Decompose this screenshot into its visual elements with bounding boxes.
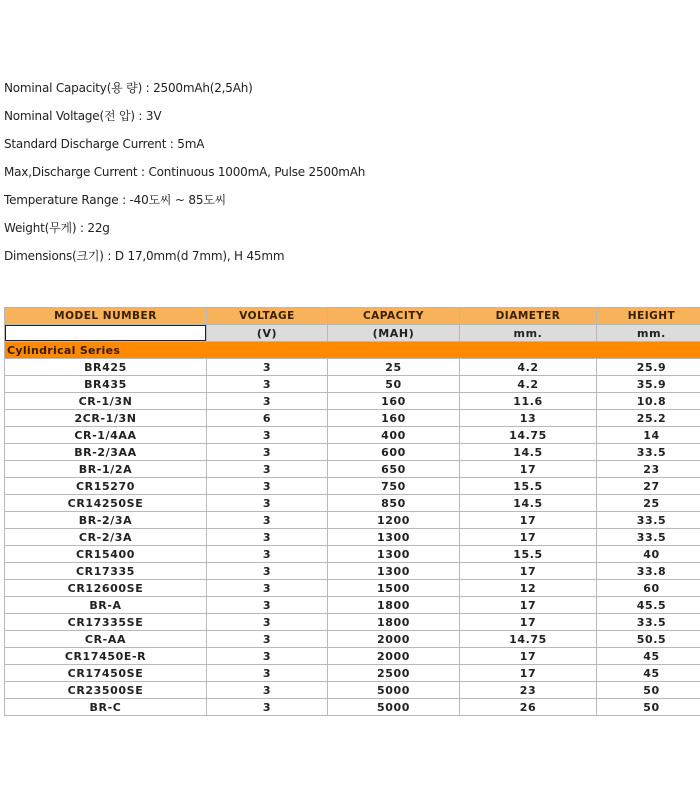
- header-diameter: DIAMETER: [460, 308, 596, 324]
- cell-voltage: 3: [207, 512, 327, 528]
- cell-diameter: 12: [460, 580, 596, 596]
- spec-nominal-capacity: Nominal Capacity(용 량) : 2500mAh(2,5Ah): [4, 81, 253, 95]
- cell-height: 50: [597, 699, 700, 715]
- table-row: [5, 563, 700, 579]
- cell-height: 45: [597, 648, 700, 664]
- cell-diameter: 17: [460, 648, 596, 664]
- battery-table-container: [4, 307, 700, 716]
- cell-voltage: 3: [207, 563, 327, 579]
- cell-height: 33.8: [597, 563, 700, 579]
- table-row: [5, 597, 700, 613]
- cell-capacity: 650: [328, 461, 459, 477]
- cell-diameter: 11.6: [460, 393, 596, 409]
- cell-diameter: 14.75: [460, 631, 596, 647]
- cell-diameter: 17: [460, 563, 596, 579]
- cell-capacity: 850: [328, 495, 459, 511]
- spec-dimensions: Dimensions(크기) : D 17,0mm(d 7mm), H 45mm: [4, 249, 285, 263]
- table-row: [5, 410, 700, 426]
- cell-model: CR15400: [5, 546, 206, 562]
- cell-model: CR-1/4AA: [5, 427, 206, 443]
- cell-diameter: 23: [460, 682, 596, 698]
- cell-height: 25.2: [597, 410, 700, 426]
- spec-weight: Weight(무게) : 22g: [4, 221, 110, 235]
- section-title: Cylindrical Series: [5, 342, 700, 358]
- cell-model: CR-AA: [5, 631, 206, 647]
- table-row: [5, 512, 700, 528]
- table-row: [5, 682, 700, 698]
- cell-model: BR425: [5, 359, 206, 375]
- cell-voltage: 3: [207, 614, 327, 630]
- units-row: [5, 325, 700, 341]
- cell-model: CR12600SE: [5, 580, 206, 596]
- cell-height: 50: [597, 682, 700, 698]
- cell-height: 14: [597, 427, 700, 443]
- cell-voltage: 3: [207, 359, 327, 375]
- cell-diameter: 14.5: [460, 495, 596, 511]
- table-row: [5, 427, 700, 443]
- cell-diameter: 13: [460, 410, 596, 426]
- cell-capacity: 1500: [328, 580, 459, 596]
- cell-model: BR435: [5, 376, 206, 392]
- cell-height: 50.5: [597, 631, 700, 647]
- cell-height: 35.9: [597, 376, 700, 392]
- cell-height: 33.5: [597, 529, 700, 545]
- cell-height: 23: [597, 461, 700, 477]
- cell-capacity: 1200: [328, 512, 459, 528]
- cell-voltage: 3: [207, 631, 327, 647]
- cell-height: 33.5: [597, 512, 700, 528]
- units-voltage: (V): [207, 325, 327, 341]
- cell-capacity: 2000: [328, 648, 459, 664]
- cell-capacity: 750: [328, 478, 459, 494]
- cell-diameter: 15.5: [460, 478, 596, 494]
- cell-voltage: 3: [207, 580, 327, 596]
- units-height: mm.: [597, 325, 700, 341]
- cell-voltage: 3: [207, 376, 327, 392]
- cell-voltage: 3: [207, 393, 327, 409]
- cell-voltage: 3: [207, 478, 327, 494]
- cell-capacity: 50: [328, 376, 459, 392]
- table-row: [5, 580, 700, 596]
- cell-capacity: 25: [328, 359, 459, 375]
- table-row: [5, 648, 700, 664]
- cell-voltage: 6: [207, 410, 327, 426]
- battery-table: [4, 307, 700, 716]
- cell-diameter: 14.5: [460, 444, 596, 460]
- cell-diameter: 26: [460, 699, 596, 715]
- section-row: [5, 342, 700, 358]
- cell-diameter: 17: [460, 614, 596, 630]
- table-row: [5, 444, 700, 460]
- table-row: [5, 631, 700, 647]
- cell-height: 45: [597, 665, 700, 681]
- cell-diameter: 15.5: [460, 546, 596, 562]
- header-voltage: VOLTAGE: [207, 308, 327, 324]
- cell-voltage: 3: [207, 529, 327, 545]
- cell-height: 27: [597, 478, 700, 494]
- cell-model: CR14250SE: [5, 495, 206, 511]
- spec-standard-discharge: Standard Discharge Current : 5mA: [4, 137, 205, 151]
- cell-diameter: 4.2: [460, 376, 596, 392]
- cell-capacity: 5000: [328, 682, 459, 698]
- units-capacity: (MAH): [328, 325, 459, 341]
- cell-voltage: 3: [207, 682, 327, 698]
- cell-model: CR17450E-R: [5, 648, 206, 664]
- table-row: [5, 359, 700, 375]
- cell-voltage: 3: [207, 648, 327, 664]
- cell-capacity: 400: [328, 427, 459, 443]
- table-row: [5, 376, 700, 392]
- cell-voltage: 3: [207, 444, 327, 460]
- header-model-number: MODEL NUMBER: [5, 308, 206, 324]
- cell-model: 2CR-1/3N: [5, 410, 206, 426]
- table-row: [5, 529, 700, 545]
- cell-height: 25.9: [597, 359, 700, 375]
- cell-diameter: 17: [460, 461, 596, 477]
- cell-voltage: 3: [207, 461, 327, 477]
- table-row: [5, 699, 700, 715]
- header-capacity: CAPACITY: [328, 308, 459, 324]
- header-row: [5, 308, 700, 324]
- cell-capacity: 1300: [328, 563, 459, 579]
- cell-capacity: 1800: [328, 614, 459, 630]
- cell-diameter: 4.2: [460, 359, 596, 375]
- cell-voltage: 3: [207, 546, 327, 562]
- cell-capacity: 5000: [328, 699, 459, 715]
- cell-capacity: 160: [328, 410, 459, 426]
- cell-capacity: 1300: [328, 546, 459, 562]
- cell-model: CR23500SE: [5, 682, 206, 698]
- cell-height: 33.5: [597, 444, 700, 460]
- header-height: HEIGHT: [597, 308, 700, 324]
- cell-model: BR-2/3A: [5, 512, 206, 528]
- cell-height: 33.5: [597, 614, 700, 630]
- cell-voltage: 3: [207, 427, 327, 443]
- table-row: [5, 546, 700, 562]
- table-row: [5, 461, 700, 477]
- cell-model: CR17335: [5, 563, 206, 579]
- cell-model: CR-1/3N: [5, 393, 206, 409]
- cell-height: 25: [597, 495, 700, 511]
- units-model-number: [5, 325, 206, 341]
- table-row: [5, 393, 700, 409]
- spec-list: [4, 80, 365, 276]
- cell-voltage: 3: [207, 665, 327, 681]
- cell-model: BR-A: [5, 597, 206, 613]
- spec-temperature-range: Temperature Range : -40도씨 ~ 85도씨: [4, 193, 227, 207]
- cell-voltage: 3: [207, 597, 327, 613]
- cell-diameter: 17: [460, 665, 596, 681]
- cell-voltage: 3: [207, 699, 327, 715]
- table-row: [5, 478, 700, 494]
- cell-height: 45.5: [597, 597, 700, 613]
- cell-model: CR15270: [5, 478, 206, 494]
- cell-voltage: 3: [207, 495, 327, 511]
- spec-max-discharge: Max,Discharge Current : Continuous 1000mA, Pulse 2500mAh: [4, 165, 366, 179]
- cell-model: CR17335SE: [5, 614, 206, 630]
- cell-diameter: 17: [460, 512, 596, 528]
- cell-diameter: 17: [460, 597, 596, 613]
- cell-diameter: 17: [460, 529, 596, 545]
- cell-capacity: 1800: [328, 597, 459, 613]
- cell-capacity: 160: [328, 393, 459, 409]
- cell-height: 40: [597, 546, 700, 562]
- table-row: [5, 614, 700, 630]
- cell-model: BR-C: [5, 699, 206, 715]
- table-row: [5, 495, 700, 511]
- cell-model: BR-2/3AA: [5, 444, 206, 460]
- cell-model: CR17450SE: [5, 665, 206, 681]
- cell-model: BR-1/2A: [5, 461, 206, 477]
- units-diameter: mm.: [460, 325, 596, 341]
- cell-height: 10.8: [597, 393, 700, 409]
- cell-diameter: 14.75: [460, 427, 596, 443]
- cell-capacity: 600: [328, 444, 459, 460]
- cell-capacity: 2000: [328, 631, 459, 647]
- cell-capacity: 2500: [328, 665, 459, 681]
- cell-capacity: 1300: [328, 529, 459, 545]
- cell-height: 60: [597, 580, 700, 596]
- table-row: [5, 665, 700, 681]
- cell-model: CR-2/3A: [5, 529, 206, 545]
- spec-nominal-voltage: Nominal Voltage(전 압) : 3V: [4, 109, 162, 123]
